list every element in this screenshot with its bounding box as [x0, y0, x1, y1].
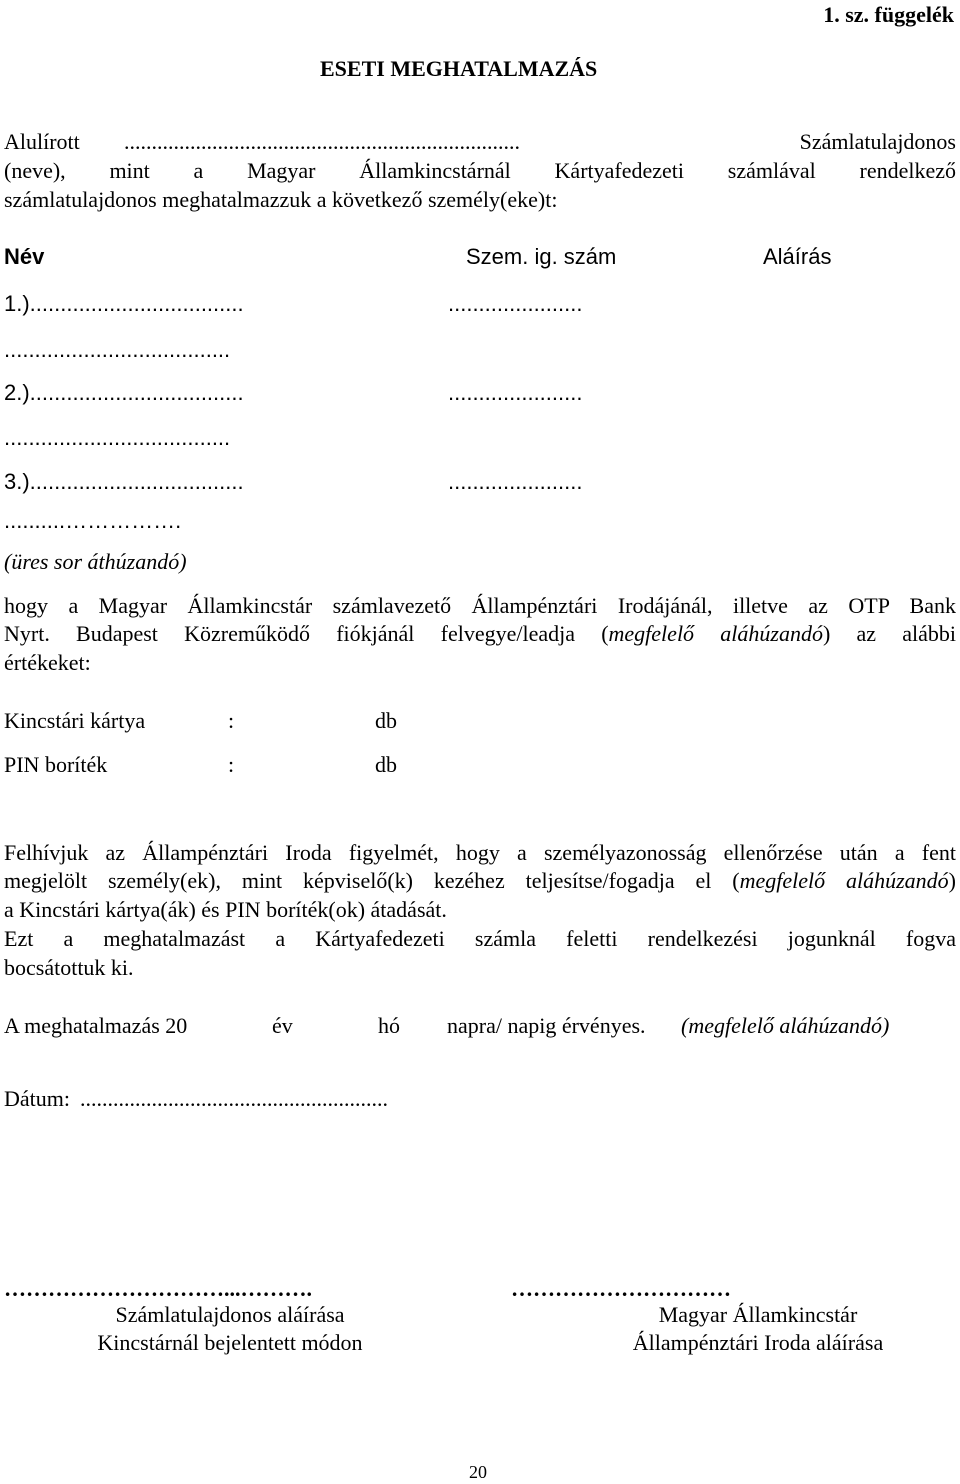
notice-line2-b: ) [948, 868, 956, 893]
appendix-label: 1. sz. függelék [823, 2, 954, 27]
column-name: Név [4, 244, 45, 269]
item-card-label: Kincstári kártya [4, 708, 146, 733]
purpose-line2-italic: megfelelő aláhúzandó [608, 621, 823, 646]
notice-line5: bocsátottuk ki. [4, 955, 134, 980]
right-signature-caption-1: Magyar Államkincstár [658, 1302, 858, 1327]
person-2-signature-field[interactable]: ..................................... [4, 425, 231, 450]
column-signature: Aláírás [763, 244, 832, 269]
purpose-line1: hogy a Magyar Államkincstár számlavezető Állampénztári Irodájánál, illetve az OTP Bank [4, 593, 956, 618]
purpose-line3: értékeket: [4, 650, 91, 675]
right-signature-field[interactable]: ………………………… [511, 1276, 731, 1301]
person-1-name-field[interactable]: 1.)................................... [4, 291, 244, 316]
notice-line2-a: megjelölt személy(ek), mint képviselő(k) kezéhez teljesítse/fogadja el ( [4, 868, 740, 893]
purpose-line2 [4, 620, 956, 648]
intro-line1-start: Alulírott [4, 129, 80, 154]
person-2-id-field[interactable]: ...................... [448, 380, 583, 405]
date-label: Dátum: [4, 1086, 70, 1111]
notice-line4: Ezt a meghatalmazást a Kártyafedezeti számla feletti rendelkezési jogunknál fogva [4, 926, 956, 951]
date-field[interactable]: ........................................................ [80, 1086, 388, 1111]
notice-line2-italic: megfelelő aláhúzandó [739, 868, 949, 893]
validity-year: év [272, 1013, 293, 1038]
person-3-id-field[interactable]: ...................... [448, 469, 583, 494]
validity-month: hó [378, 1013, 400, 1038]
intro-line2: (neve), mint a Magyar Államkincstárnál Kártyafedezeti számlával rendelkező [4, 158, 956, 183]
validity-suffix: napra/ napig érvényes. [447, 1013, 646, 1038]
right-signature-caption-2: Állampénztári Iroda aláírása [632, 1330, 884, 1355]
intro-line1-end: Számlatulajdonos [799, 129, 956, 154]
person-3-signature-field[interactable]: ..........……………. [4, 508, 182, 533]
notice-line1: Felhívjuk az Állampénztári Iroda figyelmét, hogy a személyazonosság ellenőrzése után a fent [4, 840, 956, 865]
validity-note: (megfelelő aláhúzandó) [681, 1013, 890, 1038]
purpose-line2-b: ) az alábbi [822, 621, 956, 646]
person-1-id-field[interactable]: ...................... [448, 291, 583, 316]
item-pin-unit: db [375, 752, 397, 777]
item-pin-label: PIN boríték [4, 752, 108, 777]
person-3-name-field[interactable]: 3.)................................... [4, 469, 244, 494]
item-card-unit: db [375, 708, 397, 733]
person-2-name-field[interactable]: 2.)................................... [4, 380, 244, 405]
document-title: ESETI MEGHATALMAZÁS [320, 56, 598, 81]
left-signature-caption-1: Számlatulajdonos aláírása [115, 1302, 345, 1327]
left-signature-caption-2: Kincstárnál bejelentett módon [97, 1330, 363, 1355]
intro-line3: számlatulajdonos meghatalmazzuk a következő személy(eke)t: [4, 187, 558, 212]
page-number: 20 [469, 1462, 487, 1482]
notice-line3: a Kincstári kártya(ák) és PIN boríték(ok) átadását. [4, 897, 447, 922]
column-id-number: Szem. ig. szám [466, 244, 617, 269]
item-pin-colon: : [228, 752, 235, 777]
purpose-line2-a: Nyrt. Budapest Közreműködő fiókjánál felvegye/leadja ( [4, 621, 609, 646]
validity-prefix: A meghatalmazás 20 [4, 1013, 188, 1038]
left-signature-field[interactable]: …………………………...………. [4, 1276, 312, 1301]
person-1-signature-field[interactable]: ..................................... [4, 337, 231, 362]
item-card-colon: : [228, 708, 235, 733]
notice-line2 [4, 867, 956, 895]
empty-row-note: (üres sor áthúzandó) [4, 549, 187, 574]
grantor-name-field[interactable]: ........................................................................ [124, 129, 520, 154]
